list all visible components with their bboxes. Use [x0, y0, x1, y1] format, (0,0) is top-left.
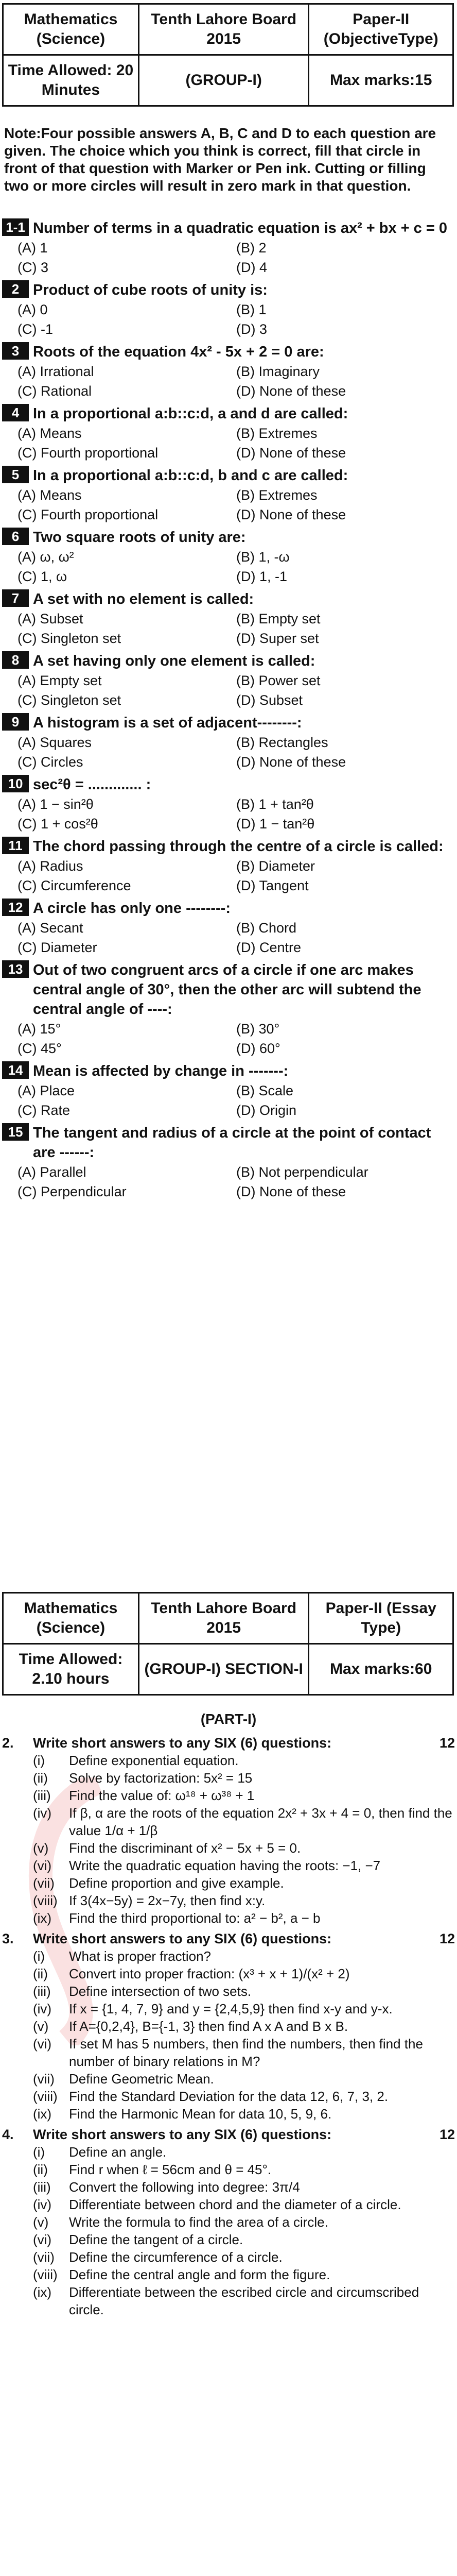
- short-question-part: [33, 1787, 455, 1804]
- mcq-question-text: In a proportional a:b::c:d, a and d are called:: [33, 405, 348, 422]
- short-question-part: [33, 2035, 455, 2070]
- short-question-part: [33, 1965, 455, 1982]
- short-question-part: [33, 1947, 455, 1965]
- header2-board: Tenth Lahore Board 2015: [138, 1593, 309, 1644]
- part-label: (v): [33, 2214, 49, 2230]
- mcq-question-text: Product of cube roots of unity is:: [33, 282, 268, 298]
- mcq-question-row: [2, 960, 455, 1019]
- part-text: Differentiate between chord and the diameter of a circle.: [69, 2197, 401, 2212]
- header-paper: Paper-II (ObjectiveType): [309, 4, 453, 55]
- part-text: Find the third proportional to: a² − b², a − b: [69, 1910, 321, 1926]
- part-text: If x = {1, 4, 7, 9} and y = {2,4,5,9} then find x-y and y-x.: [69, 2001, 393, 2016]
- short-question-number: 3.: [2, 1931, 14, 1946]
- part-label: (vi): [33, 1858, 52, 1873]
- part-label: (i): [33, 2144, 45, 2160]
- mcq-options: [17, 609, 455, 648]
- objective-header-table: [2, 3, 454, 107]
- mcq-question-text: The chord passing through the centre of a circle is called:: [33, 838, 444, 855]
- short-question-part: [33, 2088, 455, 2105]
- part-label: (iv): [33, 2197, 52, 2212]
- part-text: Find r when ℓ = 56cm and θ = 45°.: [69, 2162, 272, 2177]
- mcq-option: (B) Empty set: [236, 611, 321, 626]
- mcq-option: (C) 1, ω: [17, 569, 67, 584]
- mcq-option: (C) Circumference: [17, 878, 131, 893]
- mcq-number: 3: [2, 342, 29, 360]
- short-question-number: 2.: [2, 1735, 14, 1751]
- part-label: (vii): [33, 2249, 55, 2265]
- short-question-part: [33, 1804, 455, 1839]
- mcq-number: 12: [2, 899, 29, 916]
- part-label: (vi): [33, 2036, 52, 2052]
- mcq-option: (D) 4: [236, 260, 267, 275]
- short-question-text: Write short answers to any SIX (6) questions:: [33, 1931, 332, 1946]
- part-label: (v): [33, 2019, 49, 2034]
- header2-marks: Max marks:60: [309, 1644, 453, 1695]
- mcq-option: (C) Circles: [17, 754, 83, 770]
- mcq-options: [17, 300, 455, 339]
- mcq-number: 8: [2, 651, 29, 669]
- mcq-option: (A) 1: [17, 240, 48, 256]
- mcq-option: (D) None of these: [236, 507, 346, 522]
- part-text: Define an angle.: [69, 2144, 167, 2160]
- mcq-option: (D) None of these: [236, 1184, 346, 1199]
- part-text: Define proportion and give example.: [69, 1875, 284, 1891]
- mcq-question-text: Two square roots of unity are:: [33, 529, 246, 546]
- mcq-option: (B) 1 + tan²θ: [236, 796, 314, 812]
- mcq-question-row: [2, 837, 455, 856]
- part-label: (ix): [33, 2284, 52, 2300]
- short-question-part: [33, 2000, 455, 2018]
- mcq-option: (A) Means: [17, 487, 82, 503]
- mcq-item: [2, 651, 455, 710]
- mcq-question-text: Roots of the equation 4x² - 5x + 2 = 0 are:: [33, 344, 324, 360]
- part-label: (viii): [33, 2089, 58, 2104]
- part-text: Write the formula to find the area of a circle.: [69, 2214, 328, 2230]
- mcq-option: (C) 1 + cos²θ: [17, 816, 98, 832]
- mcq-number: 9: [2, 713, 29, 731]
- objective-note: Note:Four possible answers A, B, C and D to each question are given. The choice which you think is correct, fill that circle in front of that question with Marker or Pen ink. Cutting or filling two or more circles will result in zero mark in that question.: [4, 125, 436, 194]
- part-label: (ii): [33, 1770, 48, 1786]
- part-text: What is proper fraction?: [69, 1948, 212, 1964]
- part-label: (ii): [33, 2162, 48, 2177]
- mcq-option: (C) Singleton set: [17, 631, 121, 646]
- mcq-question-row: [2, 466, 455, 485]
- mcq-number: 10: [2, 775, 29, 792]
- mcq-item: [2, 528, 455, 586]
- short-question-part: [33, 1874, 455, 1892]
- mcq-question-text: A set having only one element is called:: [33, 653, 315, 669]
- mcq-option: (D) 1 − tan²θ: [236, 816, 315, 832]
- mcq-options: [17, 918, 455, 957]
- mcq-option: (A) 15°: [17, 1021, 61, 1037]
- mcq-question-row: [2, 528, 455, 547]
- mcq-options: [17, 362, 455, 401]
- part-label: (ii): [33, 1966, 48, 1981]
- mcq-option: (A) Empty set: [17, 673, 102, 688]
- part-label: (iv): [33, 2001, 52, 2016]
- mcq-item: [2, 589, 455, 648]
- header2-paper: Paper-II (Essay Type): [309, 1593, 453, 1644]
- mcq-item: [2, 404, 455, 463]
- part-label: (viii): [33, 1893, 58, 1908]
- mcq-option: (B) Scale: [236, 1083, 294, 1098]
- mcq-option: (A) Place: [17, 1083, 75, 1098]
- short-question-part: [33, 2161, 455, 2178]
- mcq-option: (A) Subset: [17, 611, 83, 626]
- mcq-question-text: Mean is affected by change in -------:: [33, 1063, 289, 1079]
- mcq-number: 11: [2, 837, 29, 854]
- short-question-part: [33, 2018, 455, 2035]
- part-text: Find the discriminant of x² − 5x + 5 = 0.: [69, 1840, 301, 1856]
- mcq-item: [2, 775, 455, 834]
- mcq-question-row: [2, 775, 455, 794]
- part-label: (iii): [33, 1788, 51, 1803]
- mcq-question-text: In a proportional a:b::c:d, b and c are called:: [33, 467, 348, 484]
- mcq-question-row: [2, 713, 455, 733]
- mcq-option: (C) Perpendicular: [17, 1184, 127, 1199]
- mcq-option: (A) Means: [17, 426, 82, 441]
- mcq-option: (D) Tangent: [236, 878, 309, 893]
- mcq-options: [17, 1081, 455, 1120]
- part-label: (i): [33, 1753, 45, 1768]
- mcq-option: (A) Radius: [17, 858, 83, 874]
- mcq-question-row: [2, 404, 455, 423]
- short-question-part: [33, 1752, 455, 1769]
- part-text: Define Geometric Mean.: [69, 2071, 214, 2087]
- essay-header-table: [2, 1592, 454, 1696]
- part-text: Differentiate between the escribed circle and circumscribed circle.: [69, 2284, 419, 2317]
- mcq-question-text: A set with no element is called:: [33, 591, 254, 607]
- mcq-options: [17, 1019, 455, 1058]
- short-question-number: 4.: [2, 2127, 14, 2142]
- mcq-option: (D) 3: [236, 321, 267, 337]
- short-question-part: [33, 1857, 455, 1874]
- mcq-option: (C) Rational: [17, 383, 92, 399]
- part-text: If A={0,2,4}, B={-1, 3} then find A x A and B x B.: [69, 2019, 348, 2034]
- short-question-part: [33, 2070, 455, 2088]
- mcq-option: (A) Irrational: [17, 364, 94, 379]
- short-question-heading: [2, 1734, 455, 1752]
- short-question-heading: [2, 2126, 455, 2143]
- short-question-part: [33, 1892, 455, 1909]
- header-group: (GROUP-I): [138, 55, 309, 106]
- header-marks: Max marks:15: [309, 55, 453, 106]
- mcq-section: [2, 216, 455, 1205]
- mcq-option: (D) 60°: [236, 1041, 280, 1056]
- mcq-options: [17, 423, 455, 463]
- mcq-option: (D) Super set: [236, 631, 319, 646]
- mcq-option: (A) Secant: [17, 920, 83, 936]
- short-question-heading: [2, 1930, 455, 1947]
- mcq-options: [17, 547, 455, 586]
- part-label: (vii): [33, 2071, 55, 2087]
- mcq-option: (B) Diameter: [236, 858, 315, 874]
- part-text: Define exponential equation.: [69, 1753, 239, 1768]
- mcq-option: (B) Chord: [236, 920, 297, 936]
- part-label: (viii): [33, 2267, 58, 2282]
- mcq-option: (C) Singleton set: [17, 692, 121, 708]
- mcq-option: (A) 1 − sin²θ: [17, 796, 94, 812]
- mcq-question-row: [2, 589, 455, 609]
- mcq-option: (D) None of these: [236, 383, 346, 399]
- mcq-option: (B) 1, -ω: [236, 549, 290, 565]
- mcq-number: 2: [2, 280, 29, 298]
- mcq-number: 4: [2, 404, 29, 421]
- mcq-question-text: Out of two congruent arcs of a circle if one arc makes central angle of 30°, then the other arc will subtend the central angle of ----:: [33, 962, 421, 1018]
- mcq-option: (B) Extremes: [236, 426, 318, 441]
- mcq-option: (B) Power set: [236, 673, 321, 688]
- mcq-option: (C) Diameter: [17, 940, 97, 955]
- mcq-options: [17, 485, 455, 524]
- mcq-item: [2, 1061, 455, 1120]
- part-text: Find the Harmonic Mean for data 10, 5, 9, 6.: [69, 2106, 332, 2122]
- short-question-part: [33, 2283, 455, 2318]
- mcq-question-text: A histogram is a set of adjacent--------:: [33, 715, 302, 731]
- mcq-option: (B) Rectangles: [236, 735, 328, 750]
- part-text: Define the circumference of a circle.: [69, 2249, 283, 2265]
- short-question-part: [33, 2196, 455, 2213]
- mcq-options: [17, 794, 455, 834]
- part-text: Define the central angle and form the figure.: [69, 2267, 330, 2282]
- mcq-option: (D) Centre: [236, 940, 302, 955]
- part-label: (ix): [33, 2106, 52, 2122]
- mcq-option: (C) Rate: [17, 1103, 71, 1118]
- short-question-text: Write short answers to any SIX (6) questions:: [33, 2127, 332, 2142]
- part-text: Solve by factorization: 5x² = 15: [69, 1770, 253, 1786]
- part-label: (iii): [33, 1984, 51, 1999]
- mcq-item: [2, 899, 455, 957]
- short-question-part: [33, 1839, 455, 1857]
- part-text: Convert into proper fraction: (x³ + x + 1)/(x² + 2): [69, 1966, 350, 1981]
- mcq-option: (B) 2: [236, 240, 267, 256]
- header-subject: Mathematics (Science): [3, 4, 139, 55]
- mcq-option: (D) None of these: [236, 754, 346, 770]
- mcq-number: 6: [2, 528, 29, 545]
- mcq-number: 7: [2, 589, 29, 607]
- part-text: If set M has 5 numbers, then find the numbers, then find the number of binary relations in M?: [69, 2036, 423, 2069]
- short-question-part: [33, 2178, 455, 2196]
- mcq-question-text: A circle has only one --------:: [33, 900, 231, 917]
- mcq-number: 5: [2, 466, 29, 483]
- mcq-option: (A) 0: [17, 302, 48, 317]
- part-text: If 3(4x−5y) = 2x−7y, then find x:y.: [69, 1893, 266, 1908]
- short-question-part: [33, 2213, 455, 2231]
- part1-title: (PART-I): [200, 1711, 257, 1727]
- short-question-part: [33, 2231, 455, 2248]
- mcq-question-text: The tangent and radius of a circle at the point of contact are ------:: [33, 1125, 431, 1161]
- part-text: Convert the following into degree: 3π/4: [69, 2179, 300, 2195]
- header2-group: (GROUP-I) SECTION-I: [138, 1644, 309, 1695]
- mcq-item: [2, 1123, 455, 1201]
- mcq-question-text: Number of terms in a quadratic equation is ax² + bx + c = 0: [33, 220, 447, 236]
- mcq-item: [2, 960, 455, 1058]
- short-question-part: [33, 1909, 455, 1927]
- mcq-number: 14: [2, 1061, 29, 1079]
- part-text: Find the value of: ω¹⁸ + ω³⁸ + 1: [69, 1788, 255, 1803]
- mcq-option: (C) -1: [17, 321, 53, 337]
- mcq-option: (B) 1: [236, 302, 267, 317]
- part-label: (vi): [33, 2232, 52, 2247]
- mcq-option: (A) ω, ω²: [17, 549, 74, 565]
- part-label: (i): [33, 1948, 45, 1964]
- part-label: (vii): [33, 1875, 55, 1891]
- mcq-question-row: [2, 1123, 455, 1162]
- mcq-option: (A) Parallel: [17, 1164, 86, 1180]
- mcq-question-row: [2, 280, 455, 300]
- short-question-marks: 12: [439, 1931, 455, 1946]
- short-question-part: [33, 2105, 455, 2123]
- mcq-option: (C) 3: [17, 260, 48, 275]
- mcq-number: 15: [2, 1123, 29, 1141]
- header-time: Time Allowed: 20 Minutes: [3, 55, 139, 106]
- mcq-options: [17, 238, 455, 277]
- header2-time: Time Allowed: 2.10 hours: [3, 1644, 139, 1695]
- short-question-text: Write short answers to any SIX (6) questions:: [33, 1735, 332, 1751]
- mcq-option: (B) Imaginary: [236, 364, 320, 379]
- mcq-option: (C) 45°: [17, 1041, 62, 1056]
- mcq-option: (B) Not perpendicular: [236, 1164, 368, 1180]
- part-text: Define intersection of two sets.: [69, 1984, 252, 1999]
- mcq-option: (C) Fourth proportional: [17, 507, 159, 522]
- header-board: Tenth Lahore Board 2015: [138, 4, 309, 55]
- mcq-options: [17, 671, 455, 710]
- mcq-option: (D) 1, -1: [236, 569, 288, 584]
- mcq-question-row: [2, 342, 455, 362]
- header2-subject: Mathematics (Science): [3, 1593, 139, 1644]
- mcq-options: [17, 856, 455, 895]
- part-text: Find the Standard Deviation for the data 12, 6, 7, 3, 2.: [69, 2089, 389, 2104]
- mcq-item: [2, 218, 455, 277]
- short-question-part: [33, 2143, 455, 2161]
- mcq-item: [2, 466, 455, 524]
- mcq-option: (D) Origin: [236, 1103, 297, 1118]
- part-label: (iv): [33, 1805, 52, 1821]
- part-label: (ix): [33, 1910, 52, 1926]
- part-label: (v): [33, 1840, 49, 1856]
- short-question-marks: 12: [439, 1735, 455, 1751]
- mcq-option: (B) 30°: [236, 1021, 280, 1037]
- mcq-option: (D) None of these: [236, 445, 346, 461]
- short-question-part: [33, 1982, 455, 2000]
- short-question-part: [33, 2266, 455, 2283]
- mcq-option: (B) Extremes: [236, 487, 318, 503]
- mcq-options: [17, 733, 455, 772]
- mcq-number: 1-1: [2, 218, 29, 236]
- mcq-option: (A) Squares: [17, 735, 92, 750]
- part-text: Define the tangent of a circle.: [69, 2232, 243, 2247]
- mcq-option: (C) Fourth proportional: [17, 445, 159, 461]
- part-label: (iii): [33, 2179, 51, 2195]
- part-text: Write the quadratic equation having the roots: −1, −7: [69, 1858, 381, 1873]
- mcq-question-row: [2, 651, 455, 671]
- mcq-question-row: [2, 1061, 455, 1081]
- mcq-option: (D) Subset: [236, 692, 303, 708]
- mcq-question-row: [2, 899, 455, 918]
- mcq-number: 13: [2, 960, 29, 978]
- short-question-part: [33, 2248, 455, 2266]
- mcq-item: [2, 280, 455, 339]
- mcq-question-row: [2, 218, 455, 238]
- mcq-item: [2, 713, 455, 772]
- short-questions-section: [2, 1731, 455, 2318]
- mcq-options: [17, 1162, 455, 1201]
- short-question-part: [33, 1769, 455, 1787]
- short-question-marks: 12: [439, 2127, 455, 2142]
- mcq-item: [2, 837, 455, 895]
- mcq-item: [2, 342, 455, 401]
- mcq-question-text: sec²θ = ............. :: [33, 776, 151, 793]
- part-text: If β, α are the roots of the equation 2x² + 3x + 4 = 0, then find the value 1/α + 1/β: [69, 1805, 452, 1838]
